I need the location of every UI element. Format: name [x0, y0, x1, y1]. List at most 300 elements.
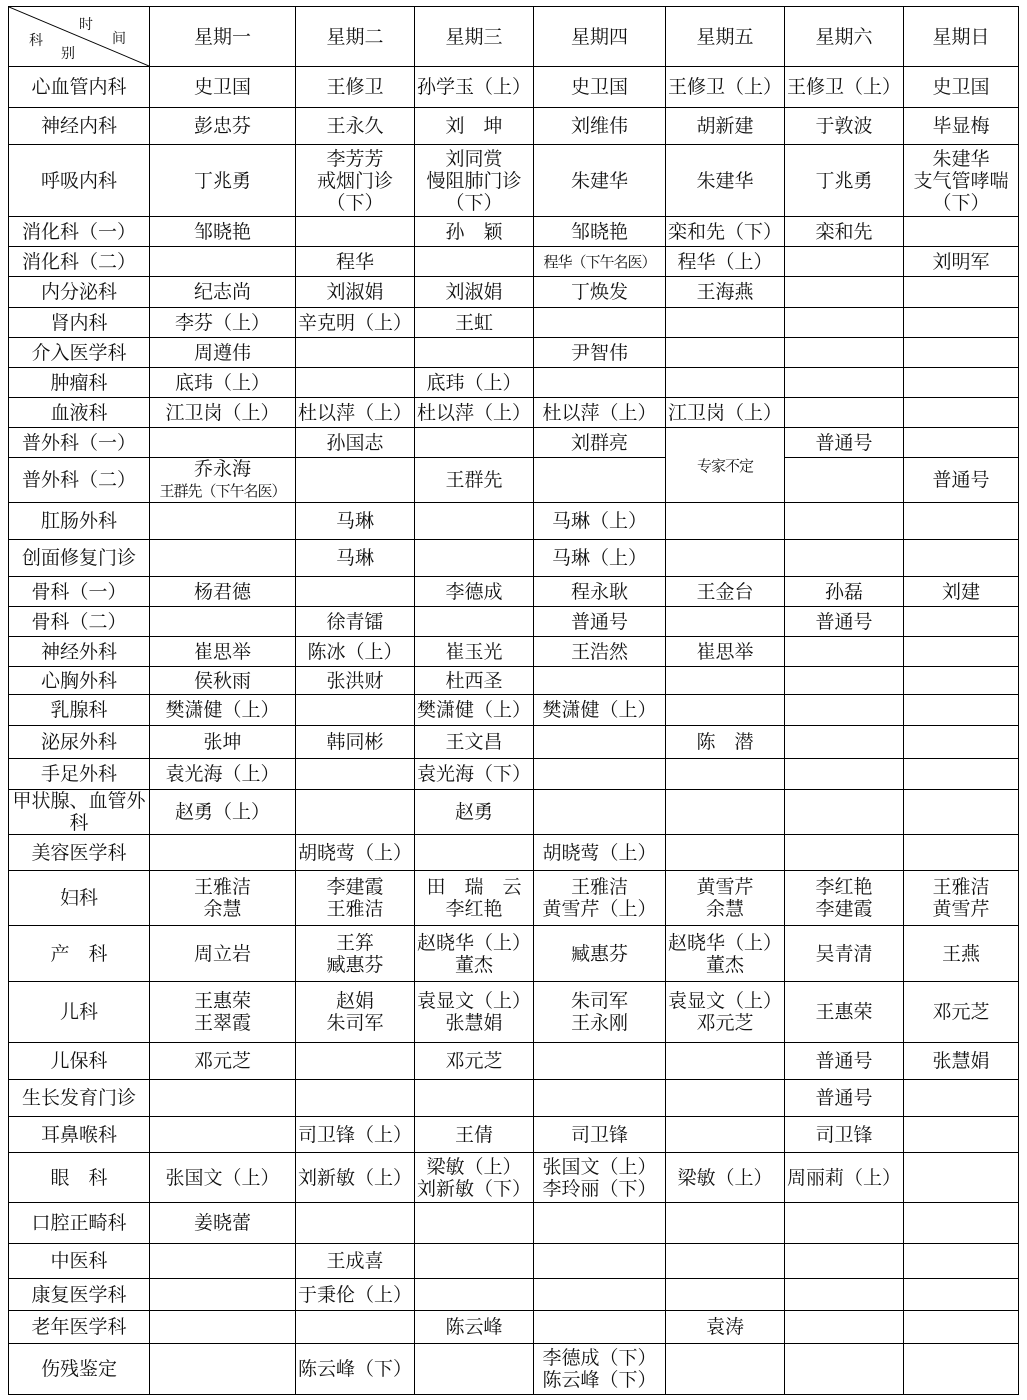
- schedule-cell: [296, 695, 415, 726]
- doctor-entry: 司卫锋（上）: [297, 1123, 412, 1146]
- doctor-entry: 朱建华: [570, 169, 628, 192]
- doctor-entry: 周立岩: [193, 942, 251, 965]
- schedule-cell: [904, 607, 1019, 637]
- schedule-cell: [415, 1203, 534, 1244]
- doctor-entry: 胡晓莺（上）: [542, 841, 657, 864]
- schedule-cell: [785, 67, 904, 108]
- schedule-cell: [150, 667, 296, 695]
- department-name: 普外科（一）: [9, 428, 150, 458]
- schedule-cell: [666, 398, 785, 428]
- doctor-entry: 李芬（上）: [174, 311, 270, 334]
- schedule-cell: [785, 1117, 904, 1153]
- schedule-cell: [296, 338, 415, 368]
- schedule-cell: [534, 835, 666, 871]
- department-row: [9, 338, 1019, 368]
- schedule-cell: [785, 1311, 904, 1344]
- schedule-cell: [534, 1203, 666, 1244]
- schedule-cell: [150, 1244, 296, 1279]
- schedule-cell: [785, 1153, 904, 1203]
- schedule-cell: [415, 540, 534, 577]
- doctor-entry: 李建霞: [326, 876, 384, 898]
- department-name: 泌尿外科: [9, 726, 150, 759]
- schedule-cell: [534, 1043, 666, 1080]
- doctor-entry: 臧惠芬: [326, 953, 384, 976]
- schedule-cell: [785, 577, 904, 607]
- doctor-entry: 于敦波: [815, 115, 873, 137]
- schedule-cell: [785, 982, 904, 1043]
- schedule-cell: [150, 1080, 296, 1117]
- schedule-cell: [534, 695, 666, 726]
- doctor-entry: 赵晓华（上）: [416, 931, 531, 954]
- department-row: [9, 577, 1019, 607]
- doctor-entry: 陈云峰（下）: [297, 1358, 412, 1380]
- schedule-cell: [150, 338, 296, 368]
- department-name: 中医科: [9, 1244, 150, 1279]
- day-header-7: 星期日: [904, 7, 1019, 67]
- doctor-entry: 王虹: [454, 311, 493, 334]
- department-row: [9, 926, 1019, 982]
- schedule-cell: [785, 1203, 904, 1244]
- schedule-cell: [296, 835, 415, 871]
- doctor-entry: 赵勇（上）: [174, 801, 270, 823]
- doctor-entry: 江卫岗（上）: [667, 401, 782, 424]
- schedule-cell: [904, 1344, 1019, 1395]
- department-row: [9, 368, 1019, 398]
- doctor-entry: 王群先: [445, 469, 503, 491]
- schedule-cell: [150, 398, 296, 428]
- schedule-cell: [415, 145, 534, 217]
- department-name: 手足外科: [9, 759, 150, 790]
- schedule-cell: [666, 1244, 785, 1279]
- schedule-cell: [534, 667, 666, 695]
- schedule-cell: [415, 926, 534, 982]
- schedule-cell: [415, 368, 534, 398]
- department-row: [9, 982, 1019, 1043]
- doctor-entry: 张国文（上）: [542, 1155, 657, 1178]
- department-row: [9, 759, 1019, 790]
- schedule-cell: [785, 726, 904, 759]
- schedule-cell: [415, 1043, 534, 1080]
- schedule-cell: [666, 1117, 785, 1153]
- department-row: [9, 1203, 1019, 1244]
- schedule-cell: [785, 277, 904, 308]
- doctor-entry: 李玲丽（下）: [542, 1177, 657, 1200]
- doctor-entry: 戒烟门诊: [316, 169, 393, 192]
- schedule-cell: [785, 398, 904, 428]
- schedule-cell: [150, 277, 296, 308]
- doctor-entry: 赵晓华（上）: [667, 931, 782, 954]
- department-row: [9, 108, 1019, 145]
- schedule-cell: [415, 695, 534, 726]
- doctor-entry: 樊潇健（上）: [416, 699, 531, 721]
- doctor-entry: 孙学玉（上）: [416, 76, 531, 98]
- schedule-cell: [785, 1043, 904, 1080]
- schedule-cell: [785, 835, 904, 871]
- schedule-cell: [296, 982, 415, 1043]
- schedule-cell: [415, 835, 534, 871]
- doctor-entry: 刘淑娟: [445, 281, 503, 303]
- schedule-cell: [534, 428, 666, 458]
- doctor-entry: 王惠荣: [815, 1001, 873, 1023]
- doctor-entry: 赵勇: [454, 801, 493, 823]
- schedule-cell: [150, 503, 296, 540]
- department-row: [9, 1311, 1019, 1344]
- schedule-cell: [150, 247, 296, 277]
- department-row: [9, 790, 1019, 835]
- schedule-cell: [666, 607, 785, 637]
- schedule-cell: [534, 1279, 666, 1311]
- schedule-cell: [785, 871, 904, 926]
- schedule-cell: [296, 1244, 415, 1279]
- schedule-cell: [904, 726, 1019, 759]
- department-name: 老年医学科: [9, 1311, 150, 1344]
- department-name: 产 科: [9, 926, 150, 982]
- schedule-cell: [534, 217, 666, 247]
- doctor-entry: （下）: [445, 191, 503, 214]
- schedule-cell: [904, 398, 1019, 428]
- schedule-cell: [150, 368, 296, 398]
- department-row: [9, 217, 1019, 247]
- schedule-cell: [534, 1311, 666, 1344]
- schedule-cell: [296, 607, 415, 637]
- corner-time-char-2: 间: [112, 31, 126, 47]
- doctor-entry: 马琳: [335, 510, 374, 532]
- schedule-cell: [904, 368, 1019, 398]
- schedule-cell: [150, 982, 296, 1043]
- schedule-cell: [904, 108, 1019, 145]
- doctor-entry: 张国文（上）: [165, 1166, 280, 1189]
- schedule-cell: [904, 1043, 1019, 1080]
- schedule-cell: [415, 458, 534, 503]
- day-header-2: 星期二: [296, 7, 415, 67]
- department-name: 神经内科: [9, 108, 150, 145]
- doctor-entry: 袁光海（上）: [165, 763, 280, 785]
- schedule-cell: [534, 247, 666, 277]
- doctor-entry: 樊潇健（上）: [165, 699, 280, 721]
- department-name: 乳腺科: [9, 695, 150, 726]
- doctor-entry: 王翠霞: [193, 1012, 251, 1034]
- schedule-cell: [415, 759, 534, 790]
- schedule-cell: [415, 577, 534, 607]
- schedule-cell: [150, 1043, 296, 1080]
- schedule-cell: [904, 540, 1019, 577]
- schedule-cell: [904, 145, 1019, 217]
- schedule-cell: [534, 1080, 666, 1117]
- day-header-1: 星期一: [150, 7, 296, 67]
- department-name: 康复医学科: [9, 1279, 150, 1311]
- schedule-cell: [666, 871, 785, 926]
- doctor-entry: 邓元芝: [445, 1050, 503, 1072]
- doctor-entry: 栾和先（下）: [667, 220, 782, 243]
- schedule-cell: [150, 871, 296, 926]
- department-name: 妇科: [9, 871, 150, 926]
- schedule-cell: [296, 667, 415, 695]
- schedule-cell: [785, 1344, 904, 1395]
- doctor-entry: 王永久: [326, 115, 384, 137]
- doctor-entry: 余慧: [203, 898, 242, 920]
- schedule-cell: [666, 695, 785, 726]
- schedule-cell: [296, 368, 415, 398]
- department-row: [9, 540, 1019, 577]
- schedule-cell: [666, 308, 785, 338]
- doctor-entry: 李建霞: [815, 898, 873, 920]
- schedule-cell: [666, 835, 785, 871]
- schedule-cell: [415, 1279, 534, 1311]
- doctor-entry: 杜以萍（上）: [416, 401, 531, 424]
- corner-dept-char-2: 别: [61, 46, 75, 62]
- day-header-4: 星期四: [534, 7, 666, 67]
- department-name: 消化科（一）: [9, 217, 150, 247]
- corner-header-cell: [9, 7, 150, 67]
- schedule-cell: [666, 277, 785, 308]
- doctor-entry: 普通号: [932, 469, 990, 491]
- schedule-cell: [785, 667, 904, 695]
- doctor-entry: 乔永海: [193, 458, 251, 480]
- schedule-cell: [415, 1153, 534, 1203]
- doctor-entry: 周丽莉（上）: [786, 1166, 901, 1189]
- doctor-entry: 侯秋雨: [193, 669, 251, 692]
- doctor-entry: 胡晓莺（上）: [297, 841, 412, 864]
- schedule-cell: [666, 726, 785, 759]
- department-name: 肛肠外科: [9, 503, 150, 540]
- schedule-cell: [296, 1117, 415, 1153]
- doctor-entry: 刘新敏（下）: [416, 1177, 531, 1200]
- schedule-cell: [785, 637, 904, 667]
- schedule-cell: [150, 145, 296, 217]
- schedule-cell: [150, 835, 296, 871]
- department-name: 耳鼻喉科: [9, 1117, 150, 1153]
- doctor-entry: 姜晓蕾: [193, 1212, 251, 1234]
- doctor-entry: 辛克明（上）: [297, 311, 412, 334]
- doctor-entry: 刘淑娟: [326, 281, 384, 303]
- doctor-entry: 程华: [335, 250, 374, 273]
- schedule-cell: [785, 1244, 904, 1279]
- schedule-cell: [904, 1203, 1019, 1244]
- doctor-entry: 李红艳: [815, 876, 873, 898]
- schedule-cell: [666, 1344, 785, 1395]
- department-row: [9, 637, 1019, 667]
- schedule-cell: [296, 726, 415, 759]
- department-name: 内分泌科: [9, 277, 150, 308]
- doctor-entry: 杨君德: [193, 580, 251, 603]
- schedule-cell: [150, 217, 296, 247]
- schedule-cell: [534, 577, 666, 607]
- doctor-entry: 史卫国: [932, 76, 990, 98]
- doctor-entry: 王群先（下午名医）: [159, 482, 286, 500]
- doctor-entry: 崔思举: [696, 640, 754, 663]
- schedule-cell: [666, 577, 785, 607]
- doctor-entry: 刘同赏: [445, 147, 503, 170]
- schedule-cell: [785, 247, 904, 277]
- doctor-entry: （下）: [326, 191, 384, 214]
- schedule-cell: [785, 428, 904, 458]
- schedule-cell: [534, 926, 666, 982]
- schedule-cell: [296, 503, 415, 540]
- schedule-cell: [415, 217, 534, 247]
- department-name: 心血管内科: [9, 67, 150, 108]
- doctor-entry: 司卫锋: [570, 1123, 628, 1146]
- department-row: [9, 308, 1019, 338]
- doctor-entry: 李红艳: [445, 898, 503, 920]
- schedule-cell: [785, 108, 904, 145]
- schedule-cell: [904, 217, 1019, 247]
- doctor-entry: 张慧娟: [932, 1050, 990, 1072]
- schedule-cell: [666, 926, 785, 982]
- department-name: 呼吸内科: [9, 145, 150, 217]
- schedule-cell: [666, 667, 785, 695]
- department-row: [9, 1153, 1019, 1203]
- schedule-cell: [904, 637, 1019, 667]
- doctor-entry: 尹智伟: [570, 341, 628, 364]
- schedule-cell: [534, 398, 666, 428]
- schedule-cell: [904, 308, 1019, 338]
- schedule-cell: [534, 458, 666, 503]
- schedule-cell: [415, 308, 534, 338]
- doctor-entry: 普通号: [570, 610, 628, 633]
- schedule-cell: [785, 145, 904, 217]
- doctor-entry: 李德成（下）: [542, 1347, 657, 1369]
- schedule-cell: [904, 458, 1019, 503]
- doctor-entry: 徐青镭: [326, 610, 384, 633]
- doctor-entry: 王海燕: [696, 281, 754, 303]
- schedule-cell: [904, 338, 1019, 368]
- schedule-cell: [534, 982, 666, 1043]
- schedule-cell: [150, 540, 296, 577]
- department-name: 创面修复门诊: [9, 540, 150, 577]
- schedule-cell: [150, 726, 296, 759]
- schedule-cell: [415, 1344, 534, 1395]
- doctor-entry: 底玮（上）: [426, 371, 522, 394]
- doctor-entry: 崔思举: [193, 640, 251, 663]
- doctor-entry: 梁敏（上）: [426, 1155, 522, 1178]
- department-name: 眼 科: [9, 1153, 150, 1203]
- schedule-cell: [534, 1244, 666, 1279]
- doctor-entry: 梁敏（上）: [677, 1166, 773, 1189]
- department-row: [9, 1043, 1019, 1080]
- header-row: [9, 7, 1019, 67]
- schedule-cell: [785, 338, 904, 368]
- schedule-cell: [785, 503, 904, 540]
- schedule-cell: [785, 695, 904, 726]
- doctor-entry: 陈冰（上）: [307, 640, 403, 663]
- doctor-entry: 臧惠芬: [570, 942, 628, 965]
- schedule-cell: [150, 790, 296, 835]
- doctor-entry: 于秉伦（上）: [297, 1283, 412, 1306]
- doctor-entry: 黄雪芹: [932, 898, 990, 920]
- schedule-cell: [785, 607, 904, 637]
- doctor-entry: 支气管哮喘: [913, 169, 1009, 192]
- schedule-cell: [904, 1279, 1019, 1311]
- doctor-entry: 王修卫（上）: [667, 76, 782, 98]
- day-header-3: 星期三: [415, 7, 534, 67]
- doctor-entry: 邹晓艳: [570, 220, 628, 243]
- doctor-entry: 普通号: [815, 610, 873, 633]
- schedule-cell: [415, 790, 534, 835]
- schedule-cell: [904, 667, 1019, 695]
- doctor-entry: 普通号: [815, 431, 873, 454]
- schedule-cell: [296, 1344, 415, 1395]
- doctor-entry: 王笲: [335, 931, 374, 954]
- doctor-entry: 崔玉光: [445, 640, 503, 663]
- schedule-cell: [415, 982, 534, 1043]
- schedule-cell: [666, 217, 785, 247]
- schedule-cell: [150, 637, 296, 667]
- department-row: [9, 1080, 1019, 1117]
- doctor-entry: 彭忠芬: [193, 115, 251, 137]
- schedule-cell: [534, 790, 666, 835]
- schedule-cell: [666, 338, 785, 368]
- schedule-cell: [785, 1279, 904, 1311]
- schedule-cell: [150, 759, 296, 790]
- department-row: [9, 428, 1019, 458]
- doctor-entry: 王倩: [454, 1123, 493, 1146]
- schedule-cell: [296, 540, 415, 577]
- schedule-cell: [296, 926, 415, 982]
- department-name: 骨科（一）: [9, 577, 150, 607]
- schedule-cell: [296, 67, 415, 108]
- doctor-entry: 邓元芝: [193, 1050, 251, 1072]
- schedule-cell: [150, 1311, 296, 1344]
- schedule-cell: [534, 338, 666, 368]
- department-row: [9, 67, 1019, 108]
- doctor-entry: 陈 潜: [696, 731, 754, 753]
- doctor-entry: 邓元芝: [696, 1012, 754, 1034]
- schedule-cell: [415, 277, 534, 308]
- schedule-cell: [785, 1080, 904, 1117]
- schedule-cell: [296, 637, 415, 667]
- doctor-entry: 栾和先: [815, 220, 873, 243]
- outpatient-schedule-table: [8, 6, 1019, 1395]
- doctor-entry: 朱司军: [570, 990, 628, 1012]
- doctor-entry: 李芳芳: [326, 147, 384, 170]
- schedule-cell: [534, 540, 666, 577]
- doctor-entry: 王浩然: [570, 640, 628, 663]
- schedule-cell: [415, 67, 534, 108]
- doctor-entry: 慢阻肺门诊: [426, 169, 522, 192]
- schedule-cell: [296, 145, 415, 217]
- doctor-entry: 刘维伟: [570, 115, 628, 137]
- doctor-entry: 程永耿: [570, 580, 628, 603]
- doctor-entry: 丁兆勇: [193, 169, 251, 192]
- department-row: [9, 835, 1019, 871]
- schedule-cell: [904, 1117, 1019, 1153]
- schedule-cell: [904, 759, 1019, 790]
- schedule-cell: [534, 759, 666, 790]
- schedule-cell: [415, 398, 534, 428]
- schedule-cell: [904, 577, 1019, 607]
- experts-undetermined-cell: [666, 428, 785, 503]
- schedule-cell: [534, 145, 666, 217]
- department-name: 生长发育门诊: [9, 1080, 150, 1117]
- doctor-entry: 程华（下午名医）: [543, 252, 656, 271]
- doctor-entry: 王雅洁: [193, 876, 251, 898]
- schedule-cell: [296, 1279, 415, 1311]
- schedule-cell: [904, 428, 1019, 458]
- schedule-cell: [415, 247, 534, 277]
- doctor-entry: 江卫岗（上）: [165, 401, 280, 424]
- department-row: [9, 607, 1019, 637]
- doctor-entry: 王成喜: [326, 1250, 384, 1272]
- schedule-cell: [415, 726, 534, 759]
- department-row: [9, 458, 1019, 503]
- department-name: 肿瘤科: [9, 368, 150, 398]
- schedule-cell: [150, 577, 296, 607]
- schedule-cell: [904, 790, 1019, 835]
- department-name: 伤残鉴定: [9, 1344, 150, 1395]
- department-row: [9, 247, 1019, 277]
- department-row: [9, 1117, 1019, 1153]
- schedule-cell: [666, 1080, 785, 1117]
